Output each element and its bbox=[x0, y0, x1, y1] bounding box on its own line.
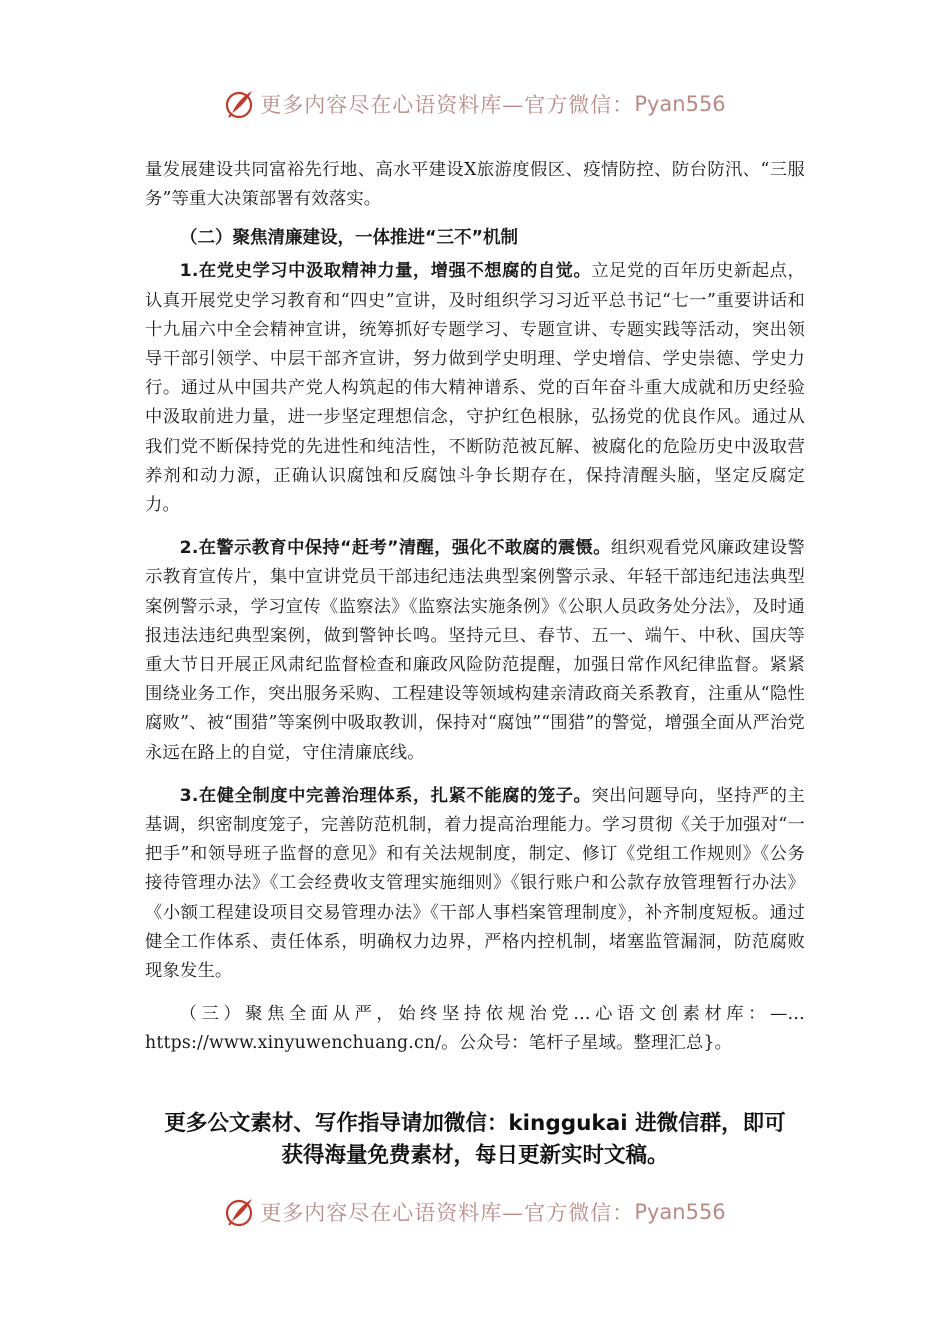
item2-paragraph bbox=[145, 534, 805, 768]
watermark-wechat-id: Pyan556 bbox=[634, 92, 726, 116]
intro-continuation: 量发展建设共同富裕先行地、高水平建设X旅游度假区、疫情防控、防台防汛、“三服务”等重大决策部署有效落实。 bbox=[145, 160, 805, 210]
header-watermark bbox=[0, 84, 950, 124]
watermark-text: 更多内容尽在心语资料库—官方微信： bbox=[260, 1201, 635, 1225]
item2-text: 组织观看党风廉政建设警示教育宣传片，集中宣讲党员干部违纪违法典型案例警示录、年轻干部违纪违法典型案例警示录，学习宣传《监察法》《监察法实施条例》《公职人员政务处分法》，及时通报违法违纪典型案例，做到警钟长鸣。坚持元旦、春节、五一、端午、中秋、国庆等重大节日开展正风肃纪监督检查和廉政风险防范提醒，加强日常作风纪律监督。紧紧围绕业务工作，突出服务采购、工程建设等领域构建亲清政商关系教育，注重从“隐性腐败”、被“围猎”等案例中吸取教训，保持对“腐蚀”“围猎”的警觉，增强全面从严治党永远在路上的自觉，守住清廉底线。 bbox=[145, 538, 805, 763]
item1-title: 1.在党史学习中汲取精神力量，增强不想腐的自觉。 bbox=[179, 261, 592, 282]
document-body bbox=[145, 156, 805, 1059]
item1-paragraph bbox=[145, 257, 805, 520]
promo-banner bbox=[0, 1108, 950, 1172]
watermark-text: 更多内容尽在心语资料库—官方微信： bbox=[260, 93, 635, 117]
item1-text: 立足党的百年历史新起点，认真开展党史学习教育和“四史”宣讲，及时组织学习习近平总书记“七一”重要讲话和十九届六中全会精神宣讲，统筹抓好专题学习、专题宣讲、专题实践等活动，突出领导干部引领学、中层干部齐宣讲，努力做到学史明理、学史增信、学史崇德、学史力行。通过从中国共产党人构筑起的伟大精神谱系、党的百年奋斗重大成就和历史经验中汲取前进力量，进一步坚定理想信念，守护红色根脉，弘扬党的优良作风。通过从我们党不断保持党的先进性和纯洁性，不断防范被瓦解、被腐化的危险历史中汲取营养剂和动力源，正确认识腐蚀和反腐蚀斗争长期存在，保持清醒头脑，坚定反腐定力。 bbox=[145, 261, 806, 516]
quill-pen-logo-icon bbox=[224, 88, 256, 120]
promo-line-1: 更多公文素材、写作指导请加微信：kinggukai 进微信群，即可 bbox=[164, 1111, 786, 1136]
item2-title: 2.在警示教育中保持“赶考”清醒，强化不敢腐的震慑。 bbox=[179, 538, 611, 559]
item3-paragraph bbox=[145, 782, 805, 986]
item3-title: 3.在健全制度中完善治理体系，扎紧不能腐的笼子。 bbox=[179, 785, 592, 806]
item3-text: 突出问题导向，坚持严的主基调，织密制度笼子，完善防范机制，着力提高治理能力。学习贯彻《关于加强对“一把手”和领导班子监督的意见》和有关法规制度，制定、修订《党组工作规则》《公务接待管理办法》《工会经费收支管理实施细则》《银行账户和公款存放管理暂行办法》《小额工程建设项目交易管理办法》《干部人事档案管理制度》，补齐制度短板。通过健全工作体系、责任体系，明确权力边界，严格内控机制，堵塞监管漏洞，防范腐败现象发生。 bbox=[145, 785, 806, 982]
section3-paragraph: （三）聚焦全面从严，始终坚持依规治党…心语文创素材库：—…https://www.xinyuwenchuang.cn/。公众号：笔杆子星域。整理汇总}。 bbox=[145, 1004, 805, 1054]
footer-watermark bbox=[0, 1192, 950, 1232]
section2-heading: （二）聚焦清廉建设，一体推进“三不”机制 bbox=[180, 228, 519, 249]
quill-pen-logo-icon bbox=[224, 1196, 256, 1228]
watermark-wechat-id: Pyan556 bbox=[634, 1200, 726, 1224]
promo-line-2: 获得海量免费素材，每日更新实时文稿。 bbox=[281, 1143, 669, 1168]
